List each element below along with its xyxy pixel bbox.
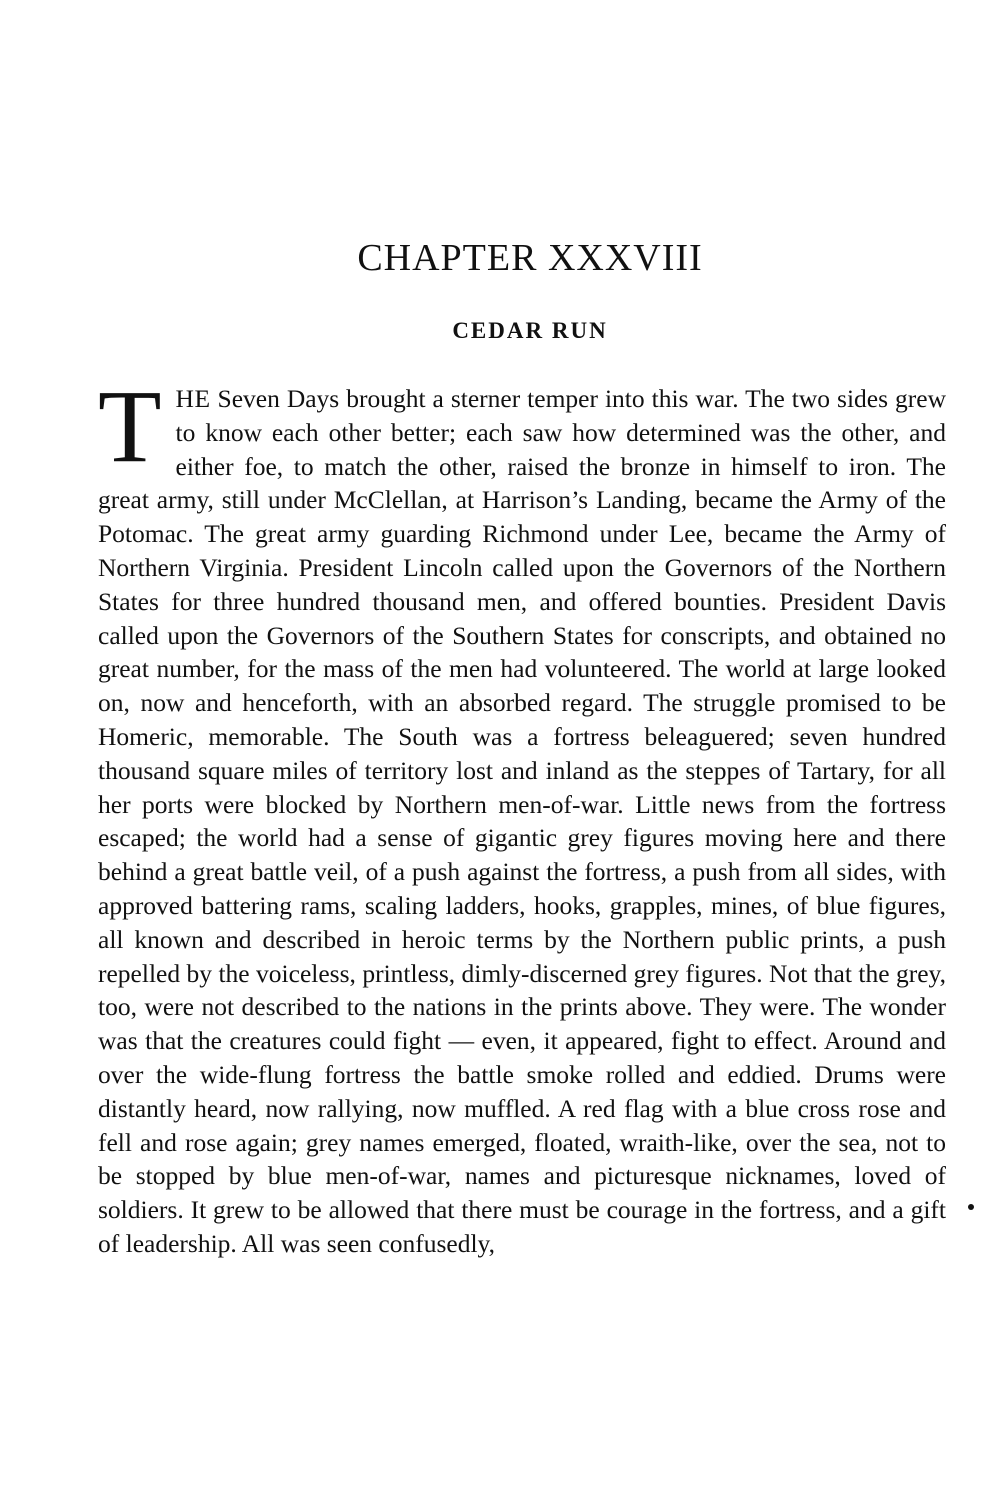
chapter-subtitle: CEDAR RUN [452, 318, 608, 343]
drop-cap: T [98, 369, 162, 484]
body-text [98, 369, 946, 1261]
margin-dot [968, 1204, 974, 1210]
paragraph-text: Seven Days brought a sterner temper into this war. The two sides grew to know each other better; each saw how determined was the other, and either foe, to match the other, raised the bronze in himself to iron. The great army, still under McClellan, at Harrison’s Landing, became the Army of the Potomac. The great army guarding Richmond under Lee, became the Army of Northern Virginia. President Lincoln called upon the Governors of the Northern States for three hundred thousand men, and offered bounties. President Davis called upon the Governors of the Southern States for conscripts, and obtained no great number, for the mass of the men had volunteered. The world at large looked on, now and henceforth, with an absorbed regard. The struggle promised to be Homeric, memorable. The South was a fortress beleaguered; seven hundred thousand square miles of territory lost and inland as the steppes of Tartary, for all her ports were blocked by Northern men-of-war. Little news from the fortress escaped; the world had a sense of gigantic grey figures moving here and there behind a great battle veil, of a push against the fortress, a push from all sides, with approved battering rams, scaling ladders, hooks, grapples, mines, of blue figures, all known and described in heroic terms by the Northern public prints, a push repelled by the voiceless, printless, dimly-discerned grey figures. Not that the grey, too, were not described to the nations in the prints above. They were. The wonder was that the creatures could fight — even, it appeared, fight to effect. Around and over the wide-flung fortress the battle smoke rolled and eddied. Drums were distantly heard, now rallying, now muffled. A red flag with a blue cross rose and fell and rose again; grey names emerged, floated, wraith-like, over the sea, not to be stopped by blue men-of-war, names and picturesque nicknames, loved of soldiers. It grew to be allowed that there must be courage in the fortress, and a gift of leadership. All was seen confusedly, [98, 384, 946, 1258]
paragraph [98, 369, 946, 1261]
lead-small-caps: HE [175, 384, 211, 413]
chapter-title: CHAPTER XXXVIII [357, 237, 703, 279]
